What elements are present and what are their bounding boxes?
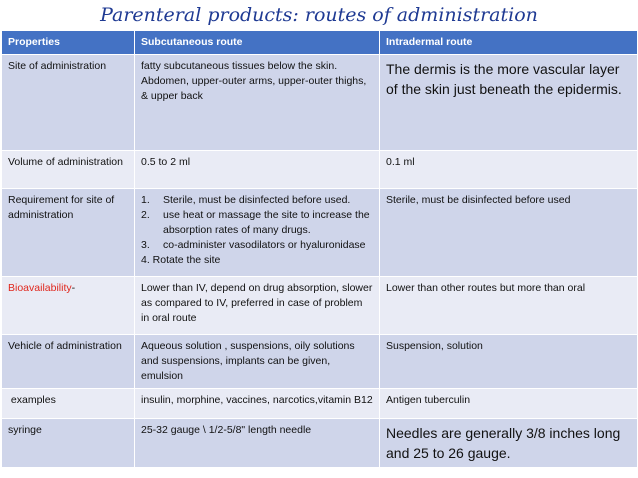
cell-bioavailability-subcutaneous: Lower than IV, depend on drug absorption, slower as compared to IV, preferred in case of problem in oral route — [135, 277, 380, 335]
row-label-syringe: syringe — [2, 419, 135, 468]
header-intradermal: Intradermal route — [380, 31, 638, 55]
list-item — [141, 208, 373, 238]
header-subcutaneous: Subcutaneous route — [135, 31, 380, 55]
cell-volume-intradermal: 0.1 ml — [380, 151, 638, 189]
list-item-text: use heat or massage the site to increase the absorption rates of many drugs. — [163, 209, 370, 236]
row-label-bioavailability — [2, 277, 135, 335]
table-row — [2, 419, 638, 468]
requirement-list — [141, 193, 373, 253]
list-item-number: 1. — [141, 194, 150, 206]
cell-site-intradermal: The dermis is the more vascular layer of the skin just beneath the epidermis. — [380, 55, 638, 151]
row-label-volume: Volume of administration — [2, 151, 135, 189]
table-row — [2, 277, 638, 335]
page-title: Parenteral products: routes of administration — [100, 4, 538, 26]
row-label-examples: examples — [2, 389, 135, 419]
cell-bioavailability-intradermal: Lower than other routes but more than oral — [380, 277, 638, 335]
cell-syringe-intradermal: Needles are generally 3/8 inches long and 25 to 26 gauge. — [380, 419, 638, 468]
row-label-requirement: Requirement for site of administration — [2, 189, 135, 277]
bioavailability-suffix: - — [71, 282, 76, 294]
list-item-rotate-site: 4. Rotate the site — [141, 254, 221, 266]
table-header-row — [2, 31, 638, 55]
cell-vehicle-subcutaneous: Aqueous solution , suspensions, oily solutions and suspensions, implants can be given, emulsion — [135, 335, 380, 389]
table-row — [2, 151, 638, 189]
table-row — [2, 335, 638, 389]
row-label-site: Site of administration — [2, 55, 135, 151]
cell-requirement-subcutaneous — [135, 189, 380, 277]
list-item-text: Sterile, must be disinfected before used. — [163, 194, 351, 206]
cell-volume-subcutaneous: 0.5 to 2 ml — [135, 151, 380, 189]
table-row — [2, 389, 638, 419]
header-properties: Properties — [2, 31, 135, 55]
table-row — [2, 55, 638, 151]
cell-site-subcutaneous: fatty subcutaneous tissues below the skin. Abdomen, upper-outer arms, upper-outer thighs, & upper back — [135, 55, 380, 151]
cell-syringe-subcutaneous: 25-32 gauge \ 1/2-5/8" length needle — [135, 419, 380, 468]
cell-examples-subcutaneous: insulin, morphine, vaccines, narcotics,vitamin B12 — [135, 389, 380, 419]
bioavailability-label: Bioavailability — [8, 282, 72, 294]
routes-table — [1, 30, 638, 468]
list-item-number: 2. — [141, 209, 150, 221]
list-item — [141, 193, 373, 208]
table-row — [2, 189, 638, 277]
list-item — [141, 238, 373, 253]
row-label-vehicle: Vehicle of administration — [2, 335, 135, 389]
list-item-number: 3. — [141, 239, 150, 251]
list-item-text: co-administer vasodilators or hyaluronidase — [163, 239, 366, 251]
cell-requirement-intradermal: Sterile, must be disinfected before used — [380, 189, 638, 277]
cell-examples-intradermal: Antigen tuberculin — [380, 389, 638, 419]
cell-vehicle-intradermal: Suspension, solution — [380, 335, 638, 389]
